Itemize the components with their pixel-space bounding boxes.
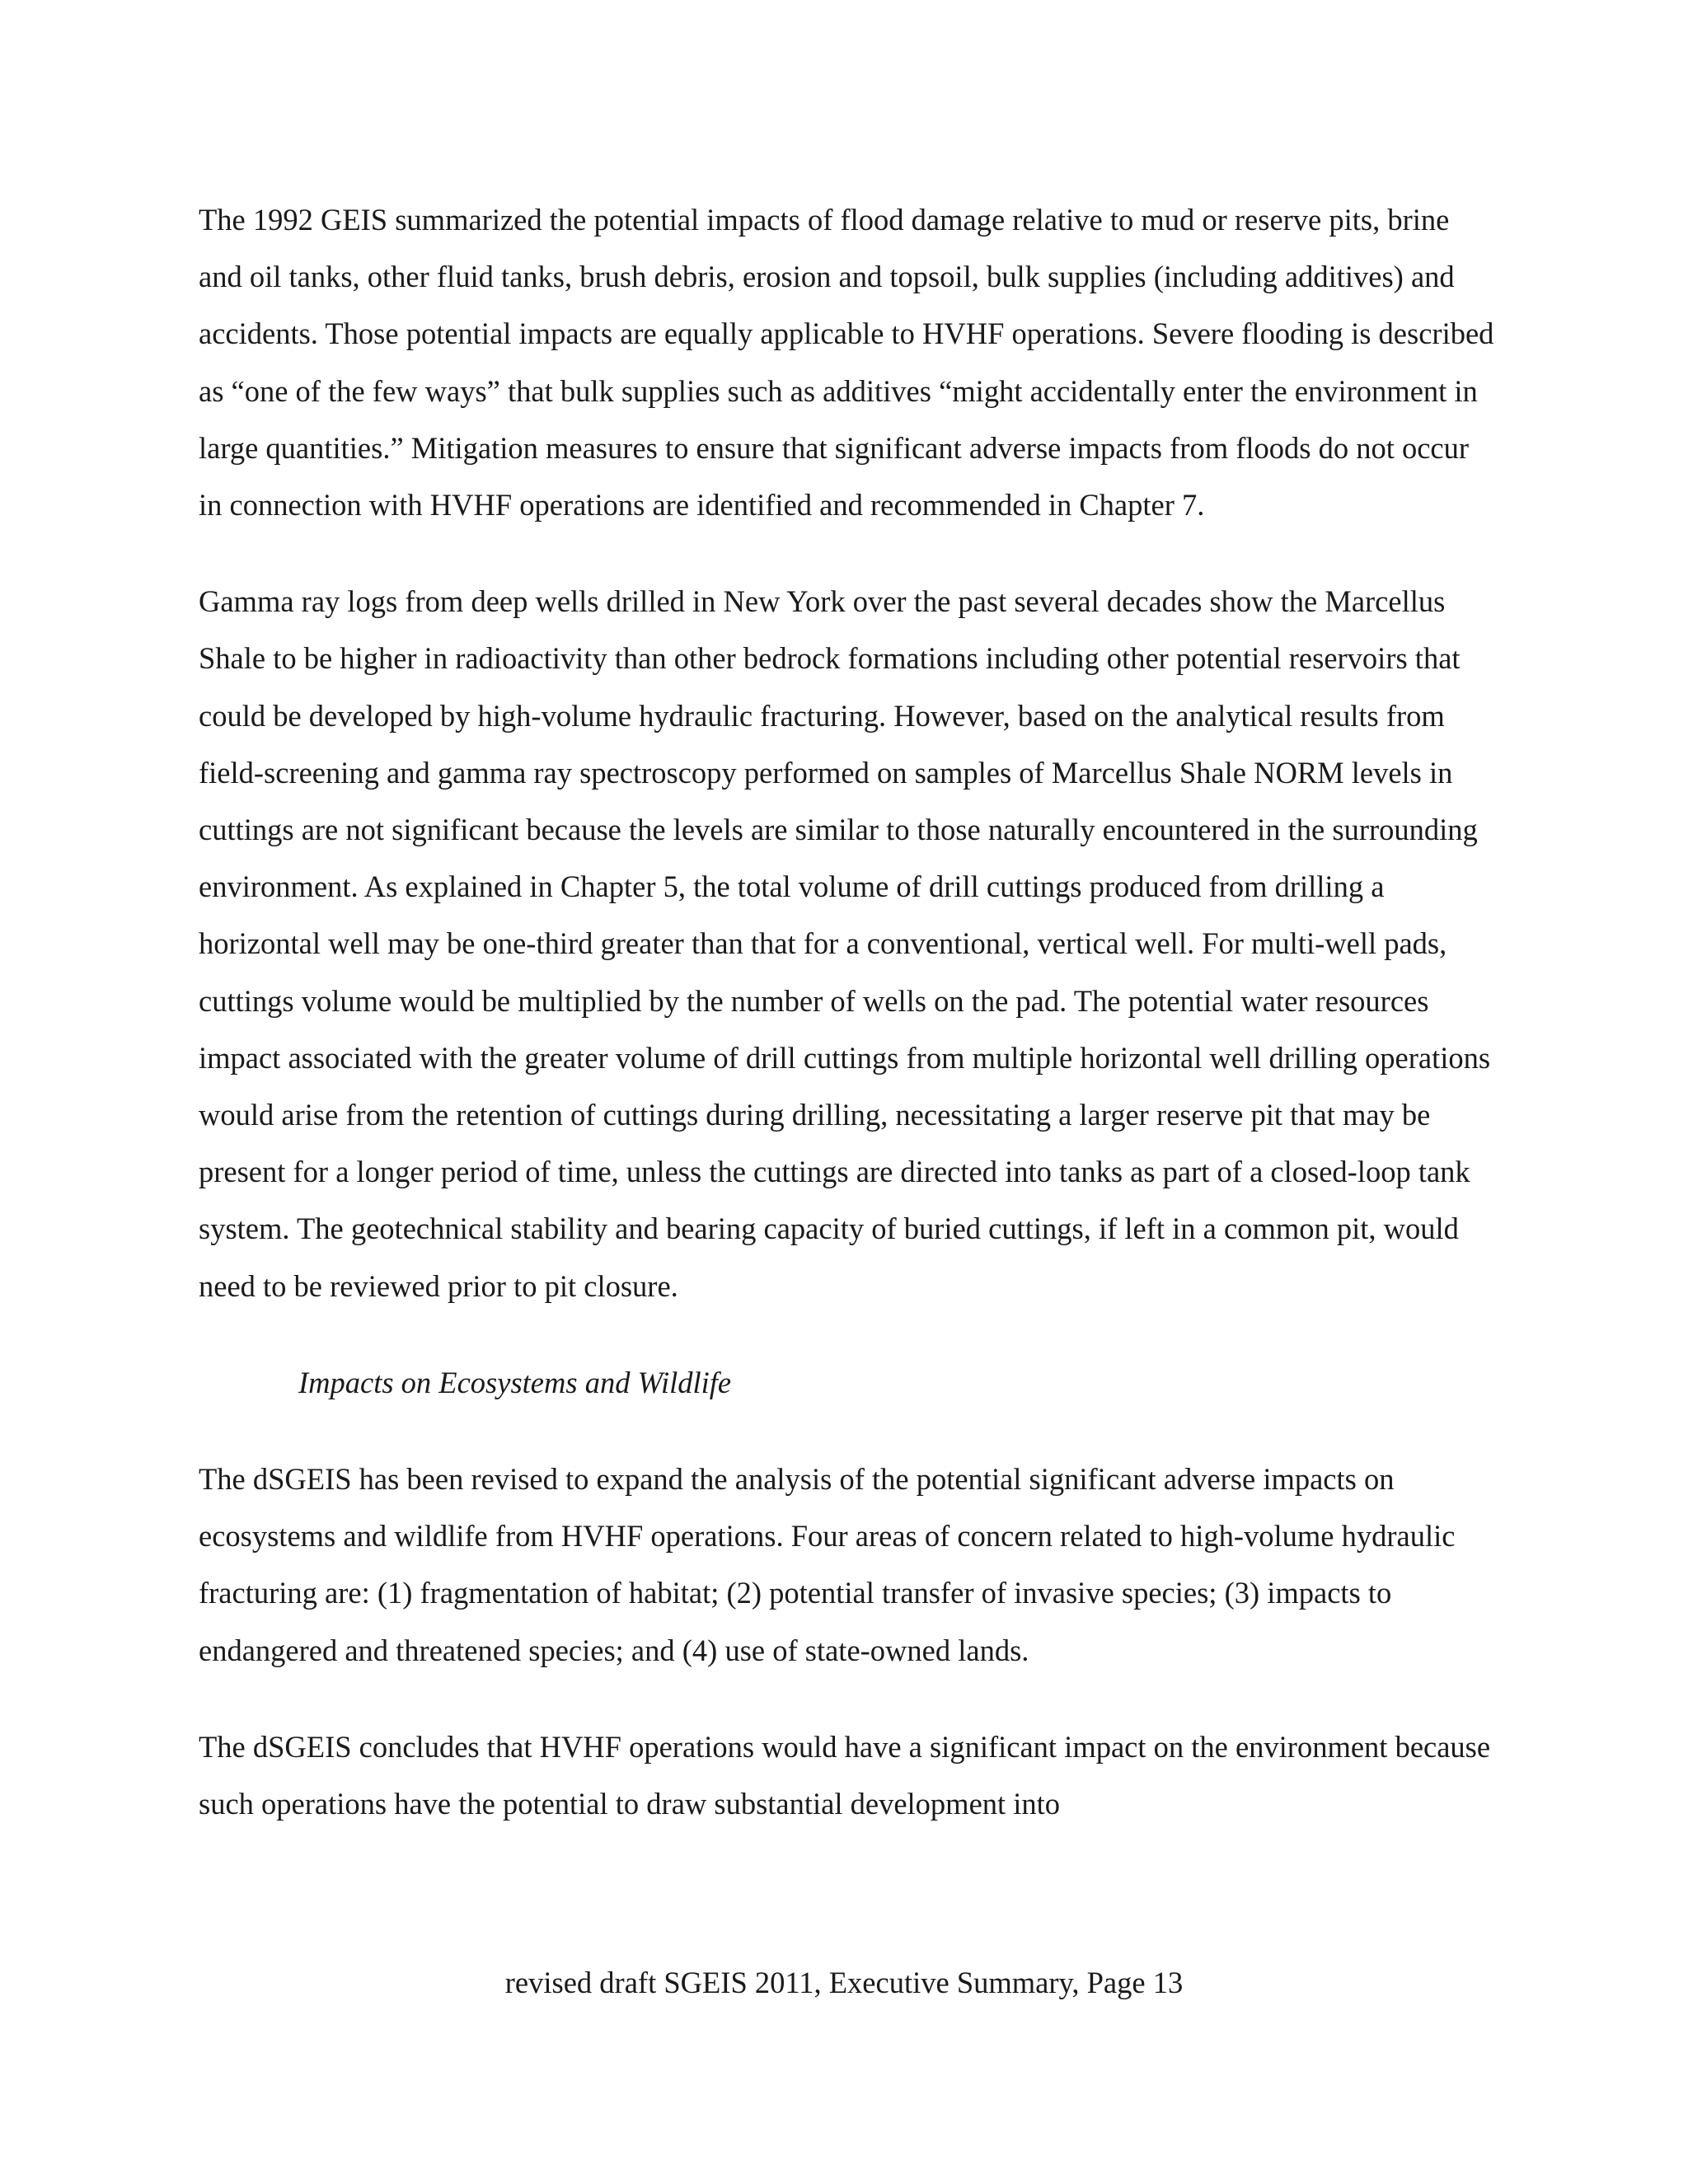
paragraph-dsgeis-conclusion: The dSGEIS concludes that HVHF operations would have a significant impact on the environment because such operations have the potential to draw substantial development into [199,1729,1491,1821]
paragraph-flood-damage: The 1992 GEIS summarized the potential impacts of flood damage relative to mud or reserve pits, brine and oil tanks, other fluid tanks, brush debris, erosion and topsoil, bulk supplies (including additives) and accidents. Those potential impacts are equally applicable to HVHF operations. Severe flooding is described as “one of the few ways” that bulk supplies such as additives “might accidentally enter the environment in large quantities.” Mitigation measures to ensure that significant adverse impacts from floods do not occur in connection with HVHF operations are identified and recommended in Chapter 7. [199,203,1494,523]
paragraph-gamma-ray-logs: Gamma ray logs from deep wells drilled in New York over the past several decades show the Marcellus Shale to be higher in radioactivity than other bedrock formations including other potential reservoirs that could be developed by high-volume hydraulic fracturing. However, based on the analytical results from field-screening and gamma ray spectroscopy performed on samples of Marcellus Shale NORM levels in cuttings are not significant because the levels are similar to those naturally encountered in the surrounding environment. As explained in Chapter 5, the total volume of drill cuttings produced from drilling a horizontal well may be one-third greater than that for a conventional, vertical well. For multi-well pads, cuttings volume would be multiplied by the number of wells on the pad. The potential water resources impact associated with the greater volume of drill cuttings from multiple horizontal well drilling operations would arise from the retention of cuttings during drilling, necessitating a larger reserve pit that may be present for a longer period of time, unless the cuttings are directed into tanks as part of a closed-loop tank system. The geotechnical stability and bearing capacity of buried cuttings, if left in a common pit, would need to be reviewed prior to pit closure. [199,584,1491,1303]
section-subheading: Impacts on Ecosystems and Wildlife [298,1365,732,1399]
document-body [199,191,1499,1832]
page-footer: revised draft SGEIS 2011, Executive Summary, Page 13 [504,1966,1184,1999]
paragraph-ecosystems-wildlife: The dSGEIS has been revised to expand the analysis of the potential significant adverse impacts on ecosystems and wildlife from HVHF operations. Four areas of concern related to high-volume hydraulic fracturing are: (1) fragmentation of habitat; (2) potential transfer of invasive species; (3) impacts to endangered and threatened species; and (4) use of state-owned lands. [199,1462,1456,1667]
